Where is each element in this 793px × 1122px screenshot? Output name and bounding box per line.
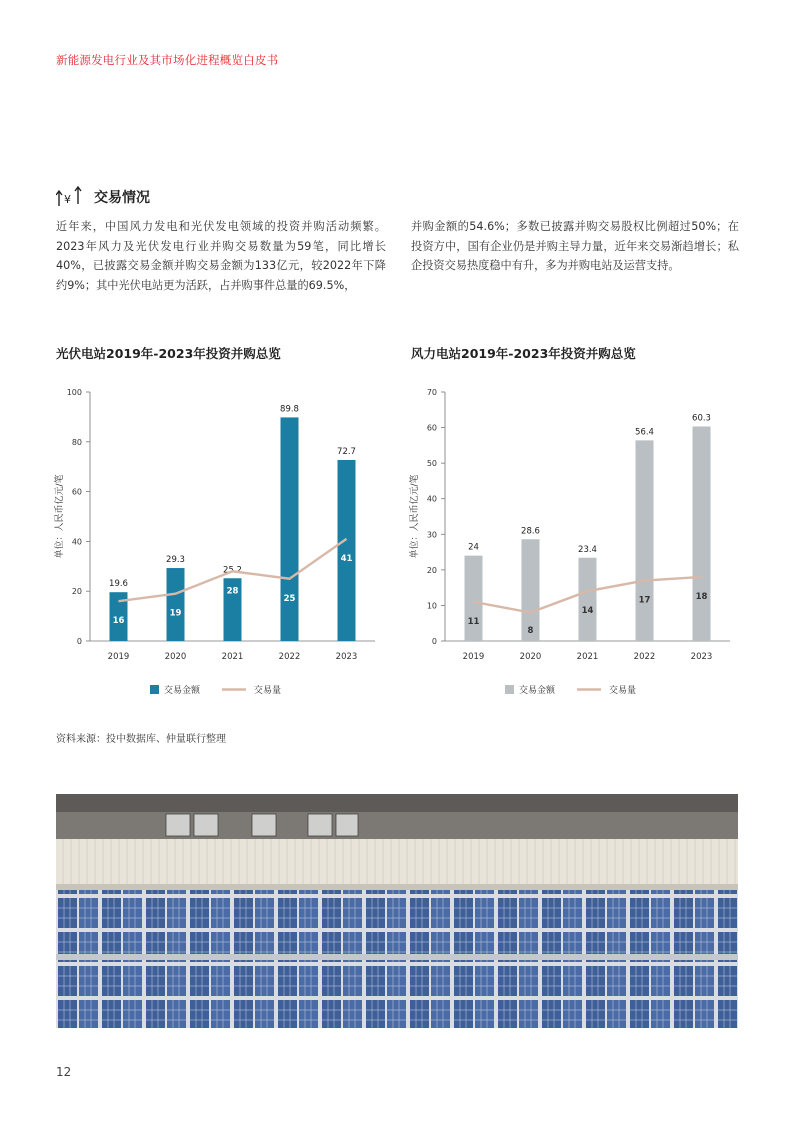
section-title: 交易情况 — [94, 190, 150, 206]
body-paragraph-left: 近年来，中国风力发电和光伏发电领域的投资并购活动频繁。2023年风力及光伏发电行业并购交易数量为59笔，同比增长40%，已披露交易金额并购交易金额为133亿元，较2022年下降约9%；其中光伏电站更为活跃，占并购事件总量的69.5%， — [56, 220, 386, 292]
bar-value-label: 29.3 — [166, 555, 185, 566]
solar-panel-roof-photo — [56, 794, 738, 1028]
bar-value-label: 60.3 — [692, 413, 711, 424]
volume-value-label: 19 — [169, 608, 182, 619]
volume-value-label: 41 — [340, 553, 353, 564]
y-tick-label: 70 — [426, 388, 437, 397]
volume-value-label: 14 — [581, 606, 594, 617]
legend-label-amount: 交易金额 — [519, 686, 556, 696]
y-tick-label: 0 — [76, 637, 82, 646]
y-tick-label: 60 — [426, 423, 437, 433]
y-tick-label: 80 — [71, 437, 82, 447]
solar-panel-roof-illustration — [56, 794, 738, 1028]
x-tick-label: 2022 — [633, 652, 656, 662]
y-tick-label: 60 — [71, 487, 82, 497]
y-axis-label: 单位：人民币亿元/笔 — [410, 474, 420, 559]
legend-label-volume: 交易量 — [254, 686, 282, 696]
volume-value-label: 28 — [226, 586, 239, 597]
bar-value-label: 19.6 — [109, 579, 128, 590]
pv-chart-title: 光伏电站2019年-2023年投资并购总览 — [56, 346, 281, 361]
x-tick-label: 2022 — [278, 652, 301, 662]
bar-value-label: 89.8 — [280, 404, 299, 415]
exchange-yen-icon — [56, 186, 86, 208]
y-tick-label: 20 — [426, 565, 437, 575]
volume-value-label: 18 — [695, 591, 708, 602]
section-heading — [56, 186, 150, 208]
x-tick-label: 2020 — [164, 652, 187, 662]
x-tick-label: 2023 — [690, 652, 713, 662]
legend-swatch-amount — [505, 685, 514, 694]
legend-label-amount: 交易金额 — [164, 686, 201, 696]
bar-2023 — [693, 427, 711, 641]
bar-2022 — [281, 417, 299, 641]
volume-value-label: 16 — [112, 616, 125, 627]
x-tick-label: 2019 — [107, 652, 130, 662]
y-axis-label: 单位：人民币亿元/笔 — [55, 474, 65, 559]
y-tick-label: 10 — [426, 601, 437, 611]
volume-value-label: 8 — [527, 626, 534, 636]
y-tick-label: 40 — [426, 494, 437, 504]
legend-swatch-amount — [150, 685, 159, 694]
wind-chart-title: 风力电站2019年-2023年投资并购总览 — [411, 346, 636, 361]
wind-investment-chart — [405, 380, 735, 710]
svg-text:¥: ¥ — [64, 193, 71, 206]
bar-value-label: 23.4 — [578, 544, 597, 555]
body-paragraph-right: 并购金额的54.6%；多数已披露并购交易股权比例超过50%；在投资方中，国有企业仍是并购主导力量，近年来交易渐趋增长；私企投资交易热度稳中有升，多为并购电站及运营支持。 — [411, 220, 739, 273]
x-tick-label: 2020 — [519, 652, 542, 662]
volume-value-label: 17 — [638, 595, 651, 606]
y-tick-label: 0 — [431, 637, 437, 646]
pv-investment-chart — [50, 380, 380, 710]
volume-value-label: 11 — [467, 616, 480, 627]
y-tick-label: 20 — [71, 587, 82, 597]
bar-2019 — [465, 556, 483, 641]
x-tick-label: 2021 — [221, 652, 244, 662]
legend-label-volume: 交易量 — [609, 686, 637, 696]
bar-value-label: 28.6 — [521, 526, 540, 537]
x-tick-label: 2023 — [335, 652, 358, 662]
x-tick-label: 2021 — [576, 652, 599, 662]
y-tick-label: 40 — [71, 537, 82, 547]
y-tick-label: 100 — [66, 388, 82, 397]
page-number: 12 — [56, 1065, 72, 1079]
y-tick-label: 30 — [426, 530, 437, 540]
document-header-title: 新能源发电行业及其市场化进程概览白皮书 — [56, 53, 279, 67]
bar-value-label: 25.2 — [223, 565, 242, 576]
bar-value-label: 56.4 — [635, 427, 654, 438]
bar-2023 — [338, 460, 356, 641]
x-tick-label: 2019 — [462, 652, 485, 662]
bar-2022 — [636, 440, 654, 641]
source-note: 资料来源：投中数据库、仲量联行整理 — [56, 734, 226, 745]
bar-value-label: 72.7 — [337, 446, 356, 457]
bar-value-label: 24 — [468, 542, 479, 553]
volume-value-label: 25 — [283, 593, 296, 604]
bar-2020 — [167, 568, 185, 641]
bar-2021 — [579, 558, 597, 641]
y-tick-label: 50 — [426, 459, 437, 469]
